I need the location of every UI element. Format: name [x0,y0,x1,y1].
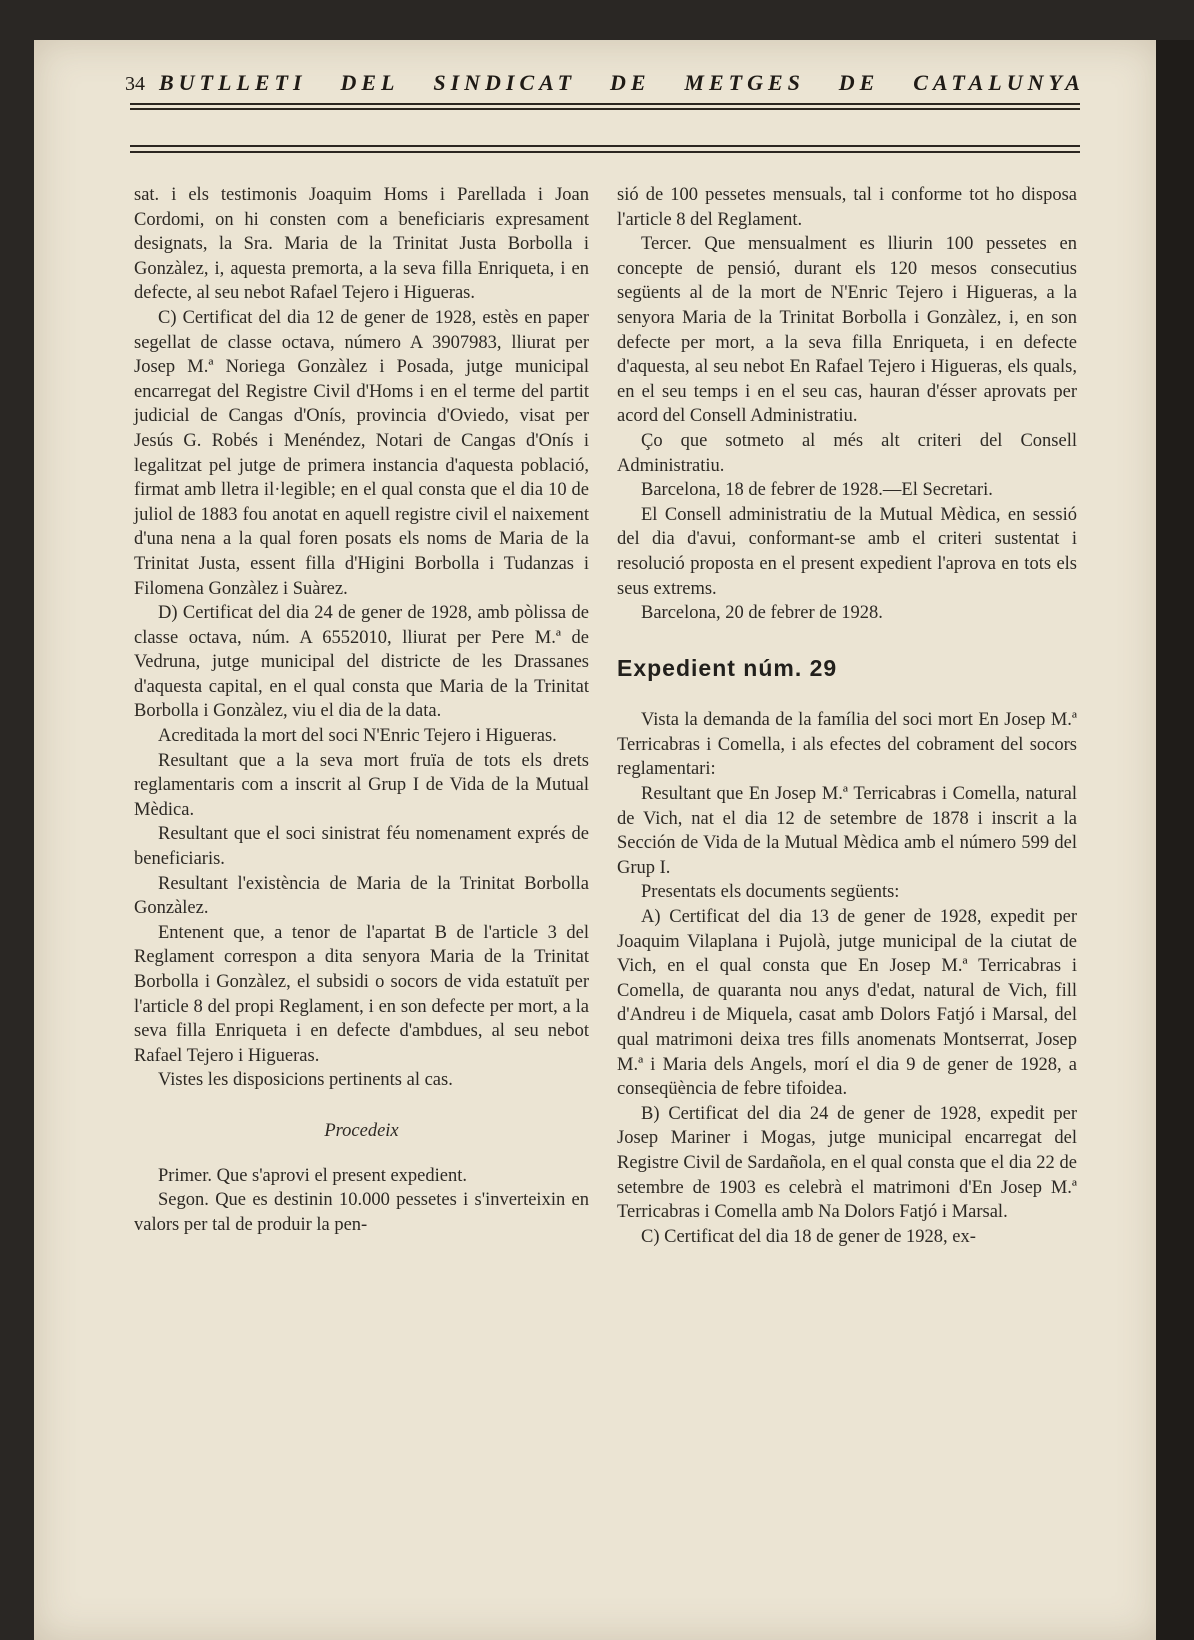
paragraph: Vista la demanda de la família del soci mort En Josep M.ª Terricabras i Comella, i als efectes del cobrament del socors reglamentari: [617,710,1077,780]
paragraph: C) Certificat del dia 18 de gener de 1928, ex- [641,1226,976,1247]
left-column [134,183,589,1237]
paragraph: Primer. Que s'aprovi el present expedient. [158,1165,468,1186]
paragraph: Resultant que En Josep M.ª Terricabras i Comella, natural de Vich, nat el dia 12 de setembre de 1878 i inscrit a la Sección de Vida de la Mutual Mèdica amb el número 599 del Grup I. [617,784,1077,878]
expedient-heading: Expedient núm. 29 [617,654,838,681]
book-gutter [1156,40,1194,1640]
right-column [617,183,1077,1249]
paragraph: A) Certificat del dia 13 de gener de 1928, expedit per Joaquim Vilaplana i Pujolà, jutge municipal de la ciutat de Vich, en el qual consta que En Josep M.ª Terricabras i Comella, de quaranta nou anys d'edat, natural de Vich, fill d'Andreu i de Miquela, casat amb Dolors Fatjó i Marsal, del qual matrimoni deixa tres fills anomenats Montserrat, Josep M.ª i Maria dels Angels, morí el dia 9 de gener de 1928, a conseqüència de febre tifoidea. [617,907,1077,1100]
title-word: METGES [684,70,805,95]
paragraph: Resultant que a la seva mort fruïa de tots els drets reglamentaris com a inscrit al Grup I de Vida de la Mutual Mèdica. [134,750,589,820]
paragraph: Ço que sotmeto al més alt criteri del Consell Administratiu. [617,430,1077,476]
paragraph: D) Certificat del dia 24 de gener de 1928, amb pòlissa de classe octava, núm. A 6552010, lliurat per Pere M.ª de Vedruna, jutge municipal del districte de les Drassanes d'aquesta capital, en el qual consta que Maria de la Trinitat Borbolla i Gonzàlez, viu el dia de la data. [134,603,589,722]
title-word: DE [609,70,651,95]
paragraph: Tercer. Que mensualment es lliurin 100 pessetes en concepte de pensió, durant els 120 mesos consecutius següents al de la mort de N'Enric Tejero i Higueras, a la senyora Maria de la Trinitat Borbolla i Gonzàlez, i, en son defecte per mort, a la seva filla Enriqueta, i en defecte d'aquesta, al seu nebot En Rafael Tejero i Higueras, els quals, en el seu temps i en el seu cas, hauran d'ésser aprovats per acord del Consell Administratiu. [617,234,1077,427]
paragraph: Resultant l'existència de Maria de la Trinitat Borbolla Gonzàlez. [134,873,589,919]
paragraph: B) Certificat del dia 24 de gener de 1928, expedit per Josep Mariner i Mogas, jutge municipal encarregat del Registre Civil de Sardañola, en el qual consta que el dia 22 de setembre de 1903 es celebrà el matrimoni d'En Josep M.ª Terricabras i Comella amb Na Dolors Fatjó i Marsal. [617,1103,1077,1223]
page-number: 34 [125,73,145,95]
title-word: BUTLLETI [159,70,307,95]
paragraph: Presentats els documents següents: [641,882,900,903]
section-label-procedeix: Procedeix [324,1120,399,1141]
paragraph: El Consell administratiu de la Mutual Mèdica, en sessió del dia d'avui, conformant-se amb el criteri sustentat i resolució proposta en el present expedient l'aprova en tots els seus extrems. [617,504,1077,599]
header-rule-bottom [130,145,1080,147]
header-rule-bottom-2 [130,151,1080,153]
paragraph: Vistes les disposicions pertinents al cas. [158,1070,453,1091]
paragraph: Barcelona, 18 de febrer de 1928.—El Secretari. [641,480,993,501]
paragraph: Segon. Que es destinin 10.000 pessetes i s'inverteixin en valors per tal de produir la pen- [134,1190,589,1235]
paragraph: Barcelona, 20 de febrer de 1928. [641,603,883,624]
title-word: DEL [340,70,400,95]
paragraph: C) Certificat del dia 12 de gener de 1928, estès en paper segellat de classe octava, número A 3907983, lliurat per Josep M.ª Noriega Gonzàlez i Posada, jutge municipal encarregat del Registre Civil d'Homs i en el terme del partit judicial de Cangas d'Onís, provincia d'Oviedo, visat per Jesús G. Robés i Menéndez, Notari de Cangas d'Onís i legalitzat pel jutge de primera instancia d'aquesta població, firmat amb lletra il·legible; en el qual consta que el dia 10 de juliol de 1883 fou anotat en aquell registre civil el naixement d'una nena a la qual foren posats els noms de Maria de la Trinitat Justa, essent filla d'Higini Borbolla i Tudanzas i Filomena Gonzàlez i Suàrez. [134,307,589,599]
title-word: CATALUNYA [913,70,1085,95]
running-header [125,70,1085,110]
paragraph: Resultant que el soci sinistrat féu nomenament exprés de beneficiaris. [134,824,589,870]
paragraph: Entenent que, a tenor de l'apartat B de l'article 3 del Reglament correspon a dita senyora Maria de la Trinitat Borbolla i Gonzàlez, el subsidi o socors de vida estatuït per l'article 8 del propi Reglament, i en son defecte per mort, a la seva filla Enriqueta i en defecte d'ambdues, al seu nebot Rafael Tejero i Higueras. [134,922,589,1066]
title-word: DE [838,70,880,95]
journal-title [159,70,1085,96]
paragraph: Acreditada la mort del soci N'Enric Tejero i Higueras. [158,726,557,747]
title-word: SINDICAT [433,70,577,95]
paragraph: sat. i els testimonis Joaquim Homs i Parellada i Joan Cordomi, on hi consten com a beneficiaris expresament designats, la Sra. Maria de la Trinitat Justa Borbolla i Gonzàlez, i, aquesta premorta, a la seva filla Enriqueta, i en defecte, al seu nebot Rafael Tejero i Higueras. [134,185,589,304]
paragraph: sió de 100 pessetes mensuals, tal i conforme tot ho disposa l'article 8 del Reglament. [617,185,1077,230]
